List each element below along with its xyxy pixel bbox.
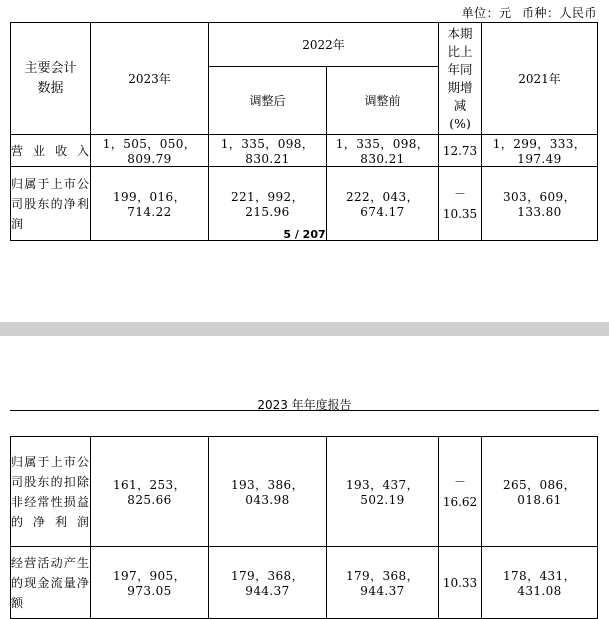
header-item: 主要会计数据	[11, 23, 91, 135]
header-adjusted-before: 调整前	[327, 67, 439, 135]
row-label: 归属于上市公司股东的净利润	[11, 167, 91, 241]
report-header: 2023 年年度报告	[257, 398, 352, 412]
value-change	[439, 437, 482, 547]
header-adjusted-after: 调整后	[209, 67, 327, 135]
value-2021: 1，299，333，197.49	[482, 135, 598, 167]
value-change: 12.73	[439, 135, 482, 167]
value-2023: 199，016，714.22	[91, 167, 209, 241]
financial-table-continued	[10, 436, 598, 619]
header-2023: 2023年	[91, 23, 209, 135]
value-2023: 197，905，973.05	[91, 547, 209, 619]
financial-table-top	[10, 22, 598, 135]
value-2021: 265，086，018.61	[482, 437, 598, 547]
value-adjusted-after: 179，368，944.37	[209, 547, 327, 619]
value-adjusted-before: 193，437，502.19	[327, 437, 439, 547]
change-number: 10.35	[442, 206, 478, 221]
unit-label: 单位：元	[461, 6, 512, 20]
change-sign: －	[453, 474, 466, 489]
page-6	[0, 336, 609, 618]
header-2021: 2021年	[482, 23, 598, 135]
value-adjusted-before: 1，335，098，830.21	[327, 135, 439, 167]
value-2021: 303，609，133.80	[482, 167, 598, 241]
value-2023: 161，253，825.66	[91, 437, 209, 547]
value-2023: 1，505，050，809.79	[91, 135, 209, 167]
page-number: 5 / 207	[283, 228, 326, 241]
value-adjusted-before: 179，368，944.37	[327, 547, 439, 619]
financial-table-rows	[10, 134, 598, 241]
table-row	[11, 437, 598, 547]
table-row	[11, 135, 598, 167]
page-separator	[0, 322, 609, 336]
header-change: 本期比上年同期增减(%)	[439, 23, 482, 135]
header-rule	[10, 410, 599, 411]
value-2021: 178，431，431.08	[482, 547, 598, 619]
row-label: 经营活动产生的现金流量净额	[11, 547, 91, 619]
row-label: 营业收入	[11, 135, 91, 167]
value-adjusted-before: 222，043，674.17	[327, 167, 439, 241]
value-adjusted-after: 1，335，098，830.21	[209, 135, 327, 167]
header-2022: 2022年	[209, 23, 439, 67]
unit-line	[456, 4, 597, 21]
change-sign: －	[453, 186, 466, 201]
row-label: 归属于上市公司股东的扣除非经常性损益的净利润	[11, 437, 91, 547]
value-adjusted-after: 193，386，043.98	[209, 437, 327, 547]
currency-label: 币种：人民币	[521, 6, 597, 20]
value-change: 10.33	[439, 547, 482, 619]
change-number: 16.62	[442, 494, 478, 509]
value-adjusted-after: 221，992，215.96	[209, 167, 327, 241]
table-row	[11, 547, 598, 619]
